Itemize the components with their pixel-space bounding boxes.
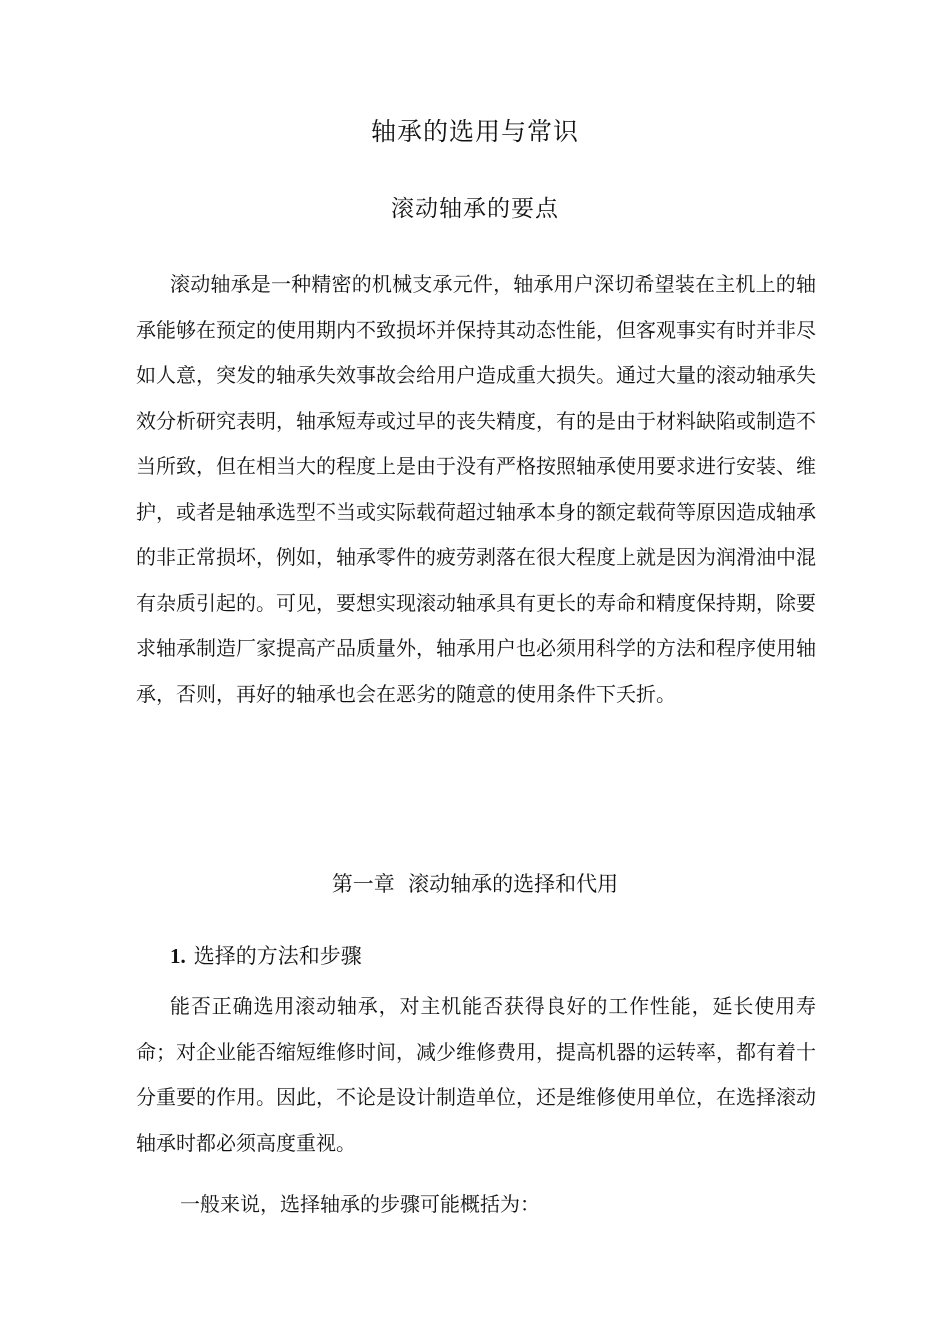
section-paragraph: 能否正确选用滚动轴承，对主机能否获得良好的工作性能，延长使用寿命；对企业能否缩短维修时间，减少维修费用，提高机器的运转率，都有着十分重要的作用。因此，不论是设计制造单位，还是维修使用单位，在选择滚动轴承时都必须高度重视。 bbox=[136, 994, 816, 1155]
steps-intro: 一般来说，选择轴承的步骤可能概括为： bbox=[180, 1192, 540, 1216]
section-title: 选择的方法和步骤 bbox=[193, 944, 362, 968]
chapter-heading: 第一章 滚动轴承的选择和代用 bbox=[331, 872, 619, 896]
intro-paragraph: 滚动轴承是一种精密的机械支承元件，轴承用户深切希望装在主机上的轴承能够在预定的使用期内不致损坏并保持其动态性能，但客观事实有时并非尽如人意，突发的轴承失效事故会给用户造成重大损失。通过大量的滚动轴承失效分析研究表明，轴承短寿或过早的丧失精度，有的是由于材料缺陷或制造不当所致，但在相当大的程度上是由于没有严格按照轴承使用要求进行安装、维护，或者是轴承选型不当或实际载荷超过轴承本身的额定载荷等原因造成轴承的非正常损坏，例如，轴承零件的疲劳剥落在很大程度上就是因为润滑油中混有杂质引起的。可见，要想实现滚动轴承具有更长的寿命和精度保持期，除要求轴承制造厂家提高产品质量外，轴承用户也必须用科学的方法和程序使用轴承，否则，再好的轴承也会在恶劣的随意的使用条件下夭折。 bbox=[136, 272, 816, 706]
section-heading bbox=[170, 940, 362, 970]
document-title: 轴承的选用与常识 bbox=[370, 117, 579, 146]
section-number: 1. bbox=[170, 944, 186, 968]
document-subtitle: 滚动轴承的要点 bbox=[391, 196, 559, 222]
